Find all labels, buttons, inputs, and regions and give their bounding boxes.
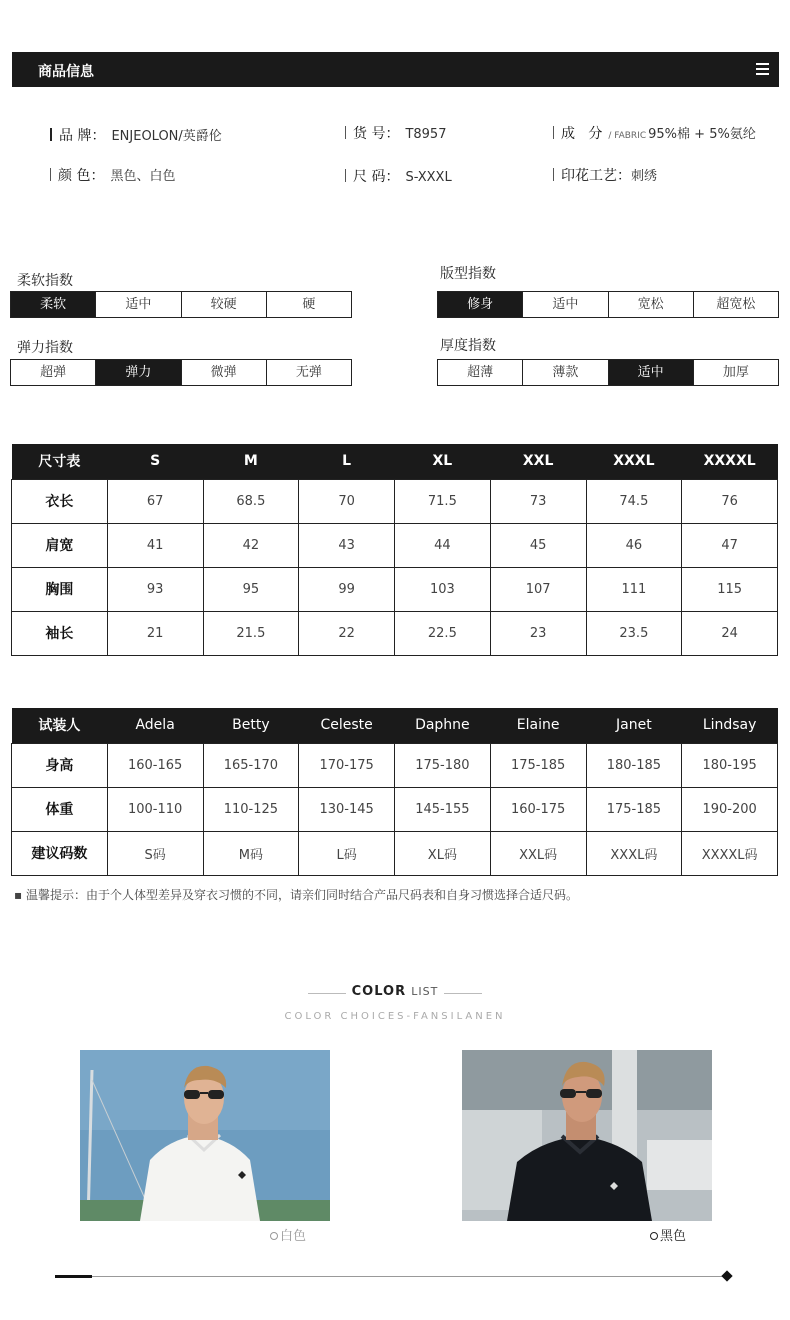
product-photo-white[interactable] bbox=[80, 1050, 330, 1221]
table-row bbox=[12, 567, 778, 611]
table-row bbox=[12, 479, 778, 523]
table-cell: 93 bbox=[107, 567, 203, 611]
fit-option: 修身 bbox=[438, 292, 523, 317]
table-cell: 43 bbox=[299, 523, 395, 567]
table-cell: 22.5 bbox=[395, 611, 491, 655]
table-cell: 74.5 bbox=[586, 479, 682, 523]
elastic-option: 无弹 bbox=[267, 360, 351, 385]
header-cell: L bbox=[299, 444, 395, 479]
table-cell: 160-175 bbox=[490, 787, 586, 831]
info-brand: 品 牌： ENJEOLON/英爵伦 bbox=[50, 125, 222, 145]
table-cell: 160-165 bbox=[107, 743, 203, 787]
table-cell: XXL码 bbox=[490, 831, 586, 875]
table-cell: 44 bbox=[395, 523, 491, 567]
header-cell: Celeste bbox=[299, 708, 395, 743]
table-cell: 71.5 bbox=[395, 479, 491, 523]
table-cell: 115 bbox=[682, 567, 778, 611]
row-label: 身高 bbox=[12, 743, 108, 787]
row-label: 袖长 bbox=[12, 611, 108, 655]
table-cell: 103 bbox=[395, 567, 491, 611]
table-cell: 170-175 bbox=[299, 743, 395, 787]
divider bbox=[55, 1276, 725, 1277]
header-cell: XXXL bbox=[586, 444, 682, 479]
fit-option: 宽松 bbox=[609, 292, 694, 317]
size-table bbox=[11, 444, 778, 656]
divider-accent bbox=[55, 1275, 92, 1278]
table-cell: 22 bbox=[299, 611, 395, 655]
header-cell: S bbox=[107, 444, 203, 479]
table-cell: 100-110 bbox=[107, 787, 203, 831]
table-cell: XL码 bbox=[395, 831, 491, 875]
fit-option: 适中 bbox=[523, 292, 608, 317]
row-label: 衣长 bbox=[12, 479, 108, 523]
color-list-subtitle: COLOR CHOICES-FANSILANEN bbox=[284, 1011, 506, 1022]
fit-title: 版型指数 bbox=[440, 266, 496, 282]
softness-scale bbox=[10, 291, 352, 318]
header-cell: M bbox=[203, 444, 299, 479]
table-cell: 42 bbox=[203, 523, 299, 567]
row-label: 肩宽 bbox=[12, 523, 108, 567]
table-cell: 76 bbox=[682, 479, 778, 523]
table-cell: 68.5 bbox=[203, 479, 299, 523]
elastic-option: 超弹 bbox=[11, 360, 96, 385]
elastic-scale bbox=[10, 359, 352, 386]
table-row bbox=[12, 831, 778, 875]
softness-title: 柔软指数 bbox=[17, 273, 73, 289]
circle-icon bbox=[650, 1232, 658, 1240]
table-cell: 175-185 bbox=[490, 743, 586, 787]
table-cell: 67 bbox=[107, 479, 203, 523]
size-table-header bbox=[12, 444, 778, 479]
menu-icon[interactable] bbox=[756, 63, 769, 75]
table-cell: 111 bbox=[586, 567, 682, 611]
header-cell: XXL bbox=[490, 444, 586, 479]
table-cell: 175-180 bbox=[395, 743, 491, 787]
fit-option: 超宽松 bbox=[694, 292, 778, 317]
product-photo-black[interactable] bbox=[462, 1050, 712, 1221]
thickness-scale bbox=[437, 359, 779, 386]
table-cell: 190-200 bbox=[682, 787, 778, 831]
table-cell: 145-155 bbox=[395, 787, 491, 831]
header-cell: Adela bbox=[107, 708, 203, 743]
elastic-title: 弹力指数 bbox=[17, 340, 73, 356]
circle-icon bbox=[270, 1232, 278, 1240]
table-cell: 47 bbox=[682, 523, 778, 567]
diamond-icon bbox=[721, 1270, 732, 1281]
row-label: 建议码数 bbox=[12, 831, 108, 875]
table-cell: 175-185 bbox=[586, 787, 682, 831]
thickness-option: 适中 bbox=[609, 360, 694, 385]
table-cell: 130-145 bbox=[299, 787, 395, 831]
header-cell: Daphne bbox=[395, 708, 491, 743]
color-list-title: COLOR LIST bbox=[351, 984, 439, 999]
elastic-option: 微弹 bbox=[182, 360, 267, 385]
header-cell: Elaine bbox=[490, 708, 586, 743]
thickness-option: 超薄 bbox=[438, 360, 523, 385]
info-item-number: 货 号： T8957 bbox=[345, 123, 446, 143]
table-cell: 45 bbox=[490, 523, 586, 567]
table-cell: S码 bbox=[107, 831, 203, 875]
softness-option: 柔软 bbox=[11, 292, 96, 317]
softness-option: 硬 bbox=[267, 292, 351, 317]
fit-table-header bbox=[12, 708, 778, 743]
thickness-option: 薄款 bbox=[523, 360, 608, 385]
fit-scale bbox=[437, 291, 779, 318]
info-color: 颜 色： 黑色、白色 bbox=[50, 165, 175, 185]
table-cell: 180-195 bbox=[682, 743, 778, 787]
header-cell: XL bbox=[395, 444, 491, 479]
table-row bbox=[12, 523, 778, 567]
fit-table bbox=[11, 708, 778, 876]
table-cell: M码 bbox=[203, 831, 299, 875]
table-cell: 110-125 bbox=[203, 787, 299, 831]
table-row bbox=[12, 787, 778, 831]
info-composition: 成 分 / FABRIC 95%棉 + 5%氨纶 bbox=[553, 123, 756, 143]
table-cell: 107 bbox=[490, 567, 586, 611]
info-size: 尺 码： S-XXXL bbox=[345, 166, 452, 186]
header-cell: Janet bbox=[586, 708, 682, 743]
table-row bbox=[12, 611, 778, 655]
table-cell: XXXXL码 bbox=[682, 831, 778, 875]
header-cell: Betty bbox=[203, 708, 299, 743]
table-cell: 46 bbox=[586, 523, 682, 567]
table-row bbox=[12, 743, 778, 787]
table-cell: 180-185 bbox=[586, 743, 682, 787]
row-label: 体重 bbox=[12, 787, 108, 831]
table-cell: 23 bbox=[490, 611, 586, 655]
table-cell: 70 bbox=[299, 479, 395, 523]
table-cell: XXXL码 bbox=[586, 831, 682, 875]
color-label-white[interactable]: 白色 bbox=[270, 1225, 306, 1244]
section-title: 商品信息 bbox=[38, 64, 94, 80]
size-tip: ▪ 温馨提示：由于个人体型差异及穿衣习惯的不同，请亲们同时结合产品尺码表和自身习惯选择合适尺码。 bbox=[14, 888, 578, 902]
table-cell: 73 bbox=[490, 479, 586, 523]
thickness-title: 厚度指数 bbox=[440, 338, 496, 354]
section-header bbox=[12, 52, 779, 87]
info-print: 印花工艺：刺绣 bbox=[553, 165, 657, 185]
table-cell: 99 bbox=[299, 567, 395, 611]
header-cell: 试装人 bbox=[12, 708, 108, 743]
elastic-option: 弹力 bbox=[96, 360, 181, 385]
table-cell: 21.5 bbox=[203, 611, 299, 655]
thickness-option: 加厚 bbox=[694, 360, 778, 385]
softness-option: 适中 bbox=[96, 292, 181, 317]
row-label: 胸围 bbox=[12, 567, 108, 611]
table-cell: 165-170 bbox=[203, 743, 299, 787]
header-cell: 尺寸表 bbox=[12, 444, 108, 479]
header-cell: XXXXL bbox=[682, 444, 778, 479]
table-cell: 95 bbox=[203, 567, 299, 611]
table-cell: 23.5 bbox=[586, 611, 682, 655]
table-cell: L码 bbox=[299, 831, 395, 875]
color-label-black[interactable]: 黑色 bbox=[650, 1225, 686, 1244]
softness-option: 较硬 bbox=[182, 292, 267, 317]
header-cell: Lindsay bbox=[682, 708, 778, 743]
table-cell: 24 bbox=[682, 611, 778, 655]
table-cell: 41 bbox=[107, 523, 203, 567]
table-cell: 21 bbox=[107, 611, 203, 655]
